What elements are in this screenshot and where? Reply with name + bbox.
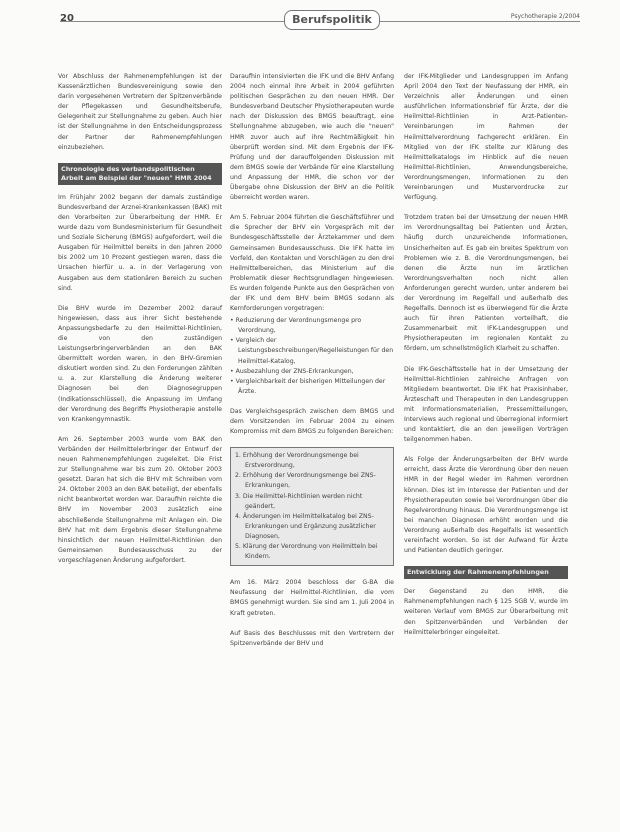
bullet-text: Vergleich der Leistungsbeschreibungen/Regelleistungen für den Heilmittel-Katalog, bbox=[235, 337, 394, 365]
paragraph: Im Frühjahr 2002 begann der damals zuständige Bundesverband der Arznei-Krankenkassen (BAK) mit den Vorarbeiten zur Überarbeitung der HMR. Er wurde dazu vom Bundesministerium für Gesundheit und Soziale Sicherung (BMGS) aufgefordert, weil die Ausgaben für Heilmittel bereits in den Jahren 2000 bis 2002 um 10 Prozent gestiegen waren, dass die Ursachen hierfür u. a. in der Verlagerung von Ausgaben aus dem stationären Bereich zu suchen sind. bbox=[58, 193, 222, 292]
paragraph: Auf Basis des Beschlusses mit den Vertretern der Spitzenverbände der BHV und bbox=[230, 629, 394, 647]
numbered-item: 5. Klärung der Verordnung von Heilmitteln bei Kindern. bbox=[235, 543, 378, 561]
page-number: 20 bbox=[60, 13, 74, 24]
paragraph: Die BHV wurde im Dezember 2002 darauf hingewiesen, dass aus ihrer Sicht bestehende Anpassungsbedarfe zu den Heilmittel-Richtlinien, die von den zuständigen Leistungserbringerverbänden an den BAK übermittelt worden waren, in den BHV-Gremien diskutiert worden sind. Zu den Forderungen zählten u. a. zur Klarstellung die Änderung weiterer Diagnosen bei den Diagnosegruppen (Indikationsschlüssel), die Anpassung im Umfang der Verordnung des Begriffs Physiotherapie anstelle von Krankengymnastik. bbox=[58, 304, 222, 423]
bullet-text: Ausbezahlung der ZNS-Erkrankungen, bbox=[235, 367, 354, 375]
paragraph: Vor Abschluss der Rahmenempfehlungen ist der Kassenärztlichen Bundesvereinigung sowie den darin vorgesehenen Vertretern der Spitzenverbände der Pflegekassen und Gesundheitsberufe, Gelegenheit zur Stellungnahme zu geben. Auch hier ist der Stellungnahme in den Entscheidungsprozess der Partner der Rahmenempfehlungen einzubeziehen. bbox=[58, 73, 222, 151]
paragraph: Als Folge der Änderungsarbeiten der BHV wurde erreicht, dass Ärzte die Verordnung über den neuen HMR in der Regel wieder im Rahmen verordnen können. Dies ist im Interesse der Patienten und der Physiotherapeuten sowie bei Verordnungen über die Regelverordnung hinaus. Die Verordnungsmenge ist bei manchen Diagnosen erhöht worden und die Verordnung außerhalb des Regelfalls ist wesentlich vereinfacht worden. So ist der Aufwand für Ärzte und Patienten deutlich geringer. bbox=[404, 456, 568, 555]
bullet-item: • Reduzierung der Verordnungsmenge pro Verordnung, bbox=[230, 317, 362, 335]
paragraph: der IFK-Mitglieder und Landesgruppen im Anfang April 2004 den Text der Neufassung der HMR, ein Verzeichnis aller Änderungen und einen ausführlichen Informationsbrief für Ärzte, der die Heilmittel-Richtlinien in Arzt-Patienten-Vereinbarungen im Rahmen der Heilmittelverordnung fachgerecht erklären. Ein Mitglied von der IFK stellte zur Klärung des Heilmittelkatalogs im Hinblick auf die neuen Heilmittel-Richtlinien, Anwendungsbereiche, Verordnungsmengen, Informationen zu den Vereinbarungen und Mustervordrucke zur Verfügung. bbox=[404, 73, 568, 202]
paragraph: Am 26. September 2003 wurde vom BAK den Verbänden der Heilmittelerbringer der Entwurf der neuen Rahmenempfehlungen zugeleitet. Die Frist zur Stellungnahme war bis zum 20. Oktober 2003 gesetzt. Daran hat sich die BHV mit Schreiben vom 24. Oktober 2003 an den BAK beteiligt, der ebenfalls nicht beantwortet worden war. Daraufhin reichte die BHV im November 2003 zusätzlich eine abschließende Stellungnahme mit Anlagen ein. Die BHV hat mit dem Ergebnis dieser Stellungnahme hinsichtlich der neuen Heilmittel-Richtlinien den Gemeinsamen Bundesausschuss zu der vorgeschlagenen Änderung aufgefordert. bbox=[58, 435, 222, 564]
text-column-2 bbox=[230, 72, 394, 659]
paragraph: Am 16. März 2004 beschloss der G-BA die Neufassung der Heilmittel-Richtlinien, die vom BMGS genehmigt wurden. Sie sind am 1. Juli 2004 in Kraft getreten. bbox=[230, 579, 394, 617]
bullet-item: • Ausbezahlung der ZNS-Erkrankungen, bbox=[230, 367, 354, 375]
paragraph: Der Gegenstand zu den HMR, die Rahmenempfehlungen nach § 125 SGB V, wurde im weiteren Verlauf vom BMGS zur Überarbeitung mit den Spitzenverbänden und Verbänden der Heilmittelerbringer eingeleitet. bbox=[404, 588, 568, 636]
paragraph: Am 5. Februar 2004 führten die Geschäftsführer und die Sprecher der BHV ein Vorgespräch mit der Bundesgeschäftsstelle der Ärztekammer und dem Gemeinsamen Bundesausschuss. Die IFK hatte im Vorfeld, den Kontakten und Vorschlägen zu den drei Heilmittelbereichen, das Ministerium auf die Problematik dieser Rechtsgrundlagen hingewiesen. Es wurden folgende Punkte aus den Gesprächen von der IFK und dem BHV beim BMGS sodann als Kernforderungen vorgetragen: bbox=[230, 214, 394, 313]
paragraph: Daraufhin intensivierten die IFK und die BHV Anfang 2004 noch einmal ihre Arbeit in 2004 geführten politischen Gesprächen zu den neuen HMR. Der Bundesverband Deutscher Physiotherapeuten wurde nach der Diskussion des BMGS beauftragt, eine Stellungnahme abzugeben, wie auch die "neuen" HMR zuvor auch auf ihre Rechtmäßigkeit hin überprüft worden sind. Mit dem Ergebnis der IFK-Prüfung und der darauffolgenden Diskussion mit dem BMGS sowie der Verbände für eine Klarstellung und Anpassung der HMR, die schon vor der Übergabe ohne Diskussion der BHV an die Politik überreicht worden waren. bbox=[230, 73, 394, 202]
paragraph: Das Vergleichsgespräch zwischen dem BMGS und dem Vorsitzenden im Februar 2004 zu einem Kompromiss mit dem BMGS zu folgenden Bereichen: bbox=[230, 407, 394, 436]
bullet-item: • Vergleichbarkeit der bisherigen Mitteilungen der Ärzte. bbox=[230, 377, 386, 395]
subheading: Chronologie des verbandspolitischen Arbeit am Beispiel der "neuen" HMR 2004 bbox=[58, 163, 222, 185]
text-column-1 bbox=[58, 72, 222, 576]
numbered-item: 3. Die Heilmittel-Richtlinien werden nicht geändert, bbox=[235, 492, 363, 510]
numbered-item: 2. Erhöhung der Verordnungsmenge bei ZNS-Erkrankungen, bbox=[235, 472, 376, 490]
text-column-3 bbox=[404, 72, 568, 648]
numbered-box bbox=[230, 447, 394, 566]
page-header bbox=[60, 10, 580, 30]
bullet-item: • Vergleich der Leistungsbeschreibungen/Regelleistungen für den Heilmittel-Katalog, bbox=[230, 337, 394, 365]
bullet-text: Vergleichbarkeit der bisherigen Mitteilungen der Ärzte. bbox=[235, 377, 386, 395]
paragraph: Trotzdem traten bei der Umsetzung der neuen HMR im Verordnungsalltag bei Patienten und Ärzten, häufig durch unzureichende Informationen, Unsicherheiten auf. Es gab ein breites Spektrum von Problemen wie z. B. die Verordnungsmengen, bei denen die Ärzte nun im ärztlichen Verordnungsverhalten noch nicht allen Anforderungen gerecht wurden, unter anderem bei der Verordnung im Regelfall und außerhalb des Regelfalls. Dennoch ist es überwiegend für die Ärzte auch für ihren Patienten vorteilhaft, die Zusammenarbeit mit IFK-Landesgruppen und Physiotherapeuten im regionalen Kontakt zu fördern, um schnellstmöglich Klarheit zu schaffen. bbox=[404, 214, 568, 353]
bullet-text: Reduzierung der Verordnungsmenge pro Verordnung, bbox=[235, 317, 362, 335]
subheading: Entwicklung der Rahmenempfehlungen bbox=[404, 566, 568, 579]
paragraph: Die IFK-Geschäftsstelle hat in der Umsetzung der Heilmittel-Richtlinien zahlreiche Anfragen von Mitgliedern beantwortet. Die IFK hat Praxisinhaber, Ärzteschaft und Therapeuten in den Landesgruppen mit Informationsmaterialien, Pressemitteilungen, Interviews auch regional und überregional informiert und kontaktiert, die an den jeweiligen Vorträgen teilgenommen haben. bbox=[404, 365, 568, 444]
journal-name: Psychotherapie 2/2004 bbox=[507, 13, 580, 20]
section-title: Berufspolitik bbox=[284, 10, 380, 30]
numbered-item: 4. Änderungen im Heilmittelkatalog bei ZNS-Erkrankungen und Ergänzung zusätzlicher Diagnosen, bbox=[235, 512, 376, 540]
numbered-item: 1. Erhöhung der Verordnungsmenge bei Erstverordnung, bbox=[235, 452, 359, 470]
bullet-list bbox=[230, 316, 394, 397]
